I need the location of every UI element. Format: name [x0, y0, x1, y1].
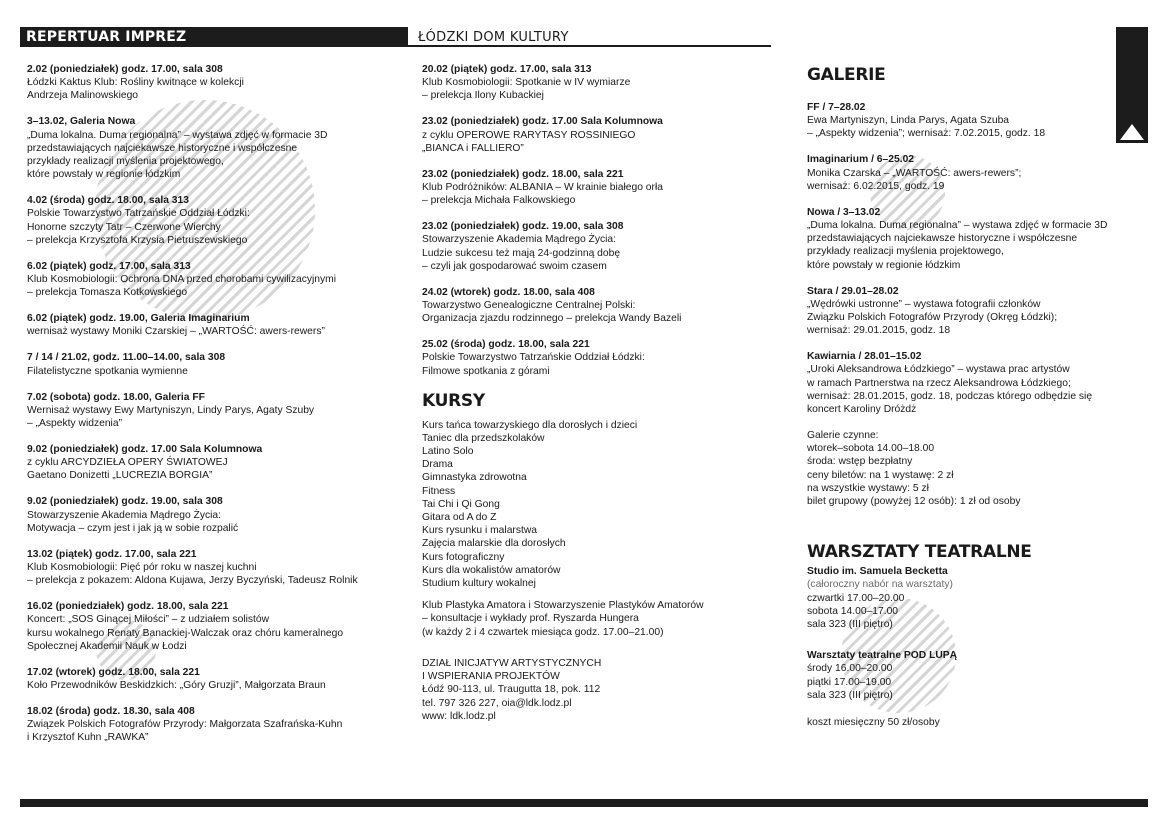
col1-event [27, 115, 387, 181]
contact-block [422, 657, 772, 723]
col1-event-head: 6.02 (piątek) godz. 19.00, Galeria Imaginarium [27, 313, 250, 325]
col1-event [27, 312, 387, 338]
contact-line: tel. 797 326 227, oia@ldk.lodz.pl [422, 697, 572, 709]
kurs-item: Drama [422, 459, 453, 471]
warsztaty-title: WARSZTATY TEATRALNE [807, 542, 1032, 563]
kurs-item: Gimnastyka zdrowotna [422, 472, 527, 484]
gallery-event [807, 153, 1137, 193]
col1-event-line: Związek Polskich Fotografów Przyrody: Małgorzata Szafrańska-Kuhn [27, 719, 343, 731]
col1-event-line: – „Aspekty widzenia” [27, 418, 122, 430]
col1-event-line: – prelekcja Tomasza Kotkowskiego [27, 287, 188, 299]
gallery-event-line: „Uroki Aleksandrowa Łódzkiego” – wystawa prac artystów [807, 364, 1070, 376]
galerie-title: GALERIE [807, 65, 886, 85]
col2-event-head: 23.02 (poniedziałek) godz. 19.00, sala 308 [422, 221, 624, 233]
col1-event-head: 2.02 (poniedziałek) godz. 17.00, sala 308 [27, 64, 223, 75]
col1-event [27, 63, 387, 103]
gallery-event-line: wernisaż: 29.01.2015, godz. 18 [807, 325, 951, 337]
col2-event [422, 168, 772, 208]
events-list-2 [422, 63, 772, 378]
gallery-event-line: przykłady realizacji myślenia projektowego, [807, 246, 1004, 258]
col2-event [422, 63, 772, 103]
studio-note: (całoroczny nabór na warsztaty) [807, 579, 953, 591]
col2-event-line: z cyklu OPEROWE RARYTASY ROSSINIEGO [422, 129, 636, 141]
col1-event-head: 9.02 (poniedziałek) godz. 17.00 Sala Kolumnowa [27, 444, 263, 456]
col1-event-head: 6.02 (piątek) godz. 17.00, sala 313 [27, 260, 191, 272]
header-right-title: ŁÓDZKI DOM KULTURY [418, 30, 569, 45]
gallery-event [807, 285, 1137, 338]
header-bar [20, 27, 1148, 47]
studio-line: sobota 14.00–17.00 [807, 605, 899, 617]
col2-event-head: 23.02 (poniedziałek) godz. 18.00, sala 221 [422, 168, 624, 180]
col1-event-line: Społecznej Akademii Nauk w Łodzi [27, 640, 187, 652]
col1-event-line: – prelekcja z pokazem: Aldona Kujawa, Jerzy Byczyński, Tadeusz Rolnik [27, 575, 358, 587]
col2-event-line: Ludzie sukcesu też mają 24-godzinną dobę [422, 247, 621, 259]
col1-event-head: 4.02 (środa) godz. 18.00, sala 313 [27, 195, 189, 207]
galleries-list [807, 101, 1137, 416]
col1-event-head: 9.02 (poniedziałek) godz. 19.00, sala 308 [27, 496, 223, 508]
plastyka-line: – konsultacje i wykłady prof. Ryszarda Hungera [422, 613, 639, 625]
col1-event-head: 13.02 (piątek) godz. 17.00, sala 221 [27, 548, 197, 560]
lupa-line: środy 16.00–20.00 [807, 663, 893, 675]
header-left-block [20, 27, 408, 47]
gallery-event [807, 350, 1137, 416]
col2-event-line: Towarzystwo Genealogiczne Centralnej Polski: [422, 300, 636, 312]
col1-event-head: 18.02 (środa) godz. 18.30, sala 408 [27, 706, 195, 718]
col1-event-head: 7 / 14 / 21.02, godz. 11.00–14.00, sala 308 [27, 352, 226, 364]
gallery-hours-block [807, 429, 1137, 508]
gallery-event-line: koncert Karoliny Dróżdż [807, 404, 917, 416]
col1-event-line: – prelekcja Krzysztofa Krzysia Pietruszewskiego [27, 234, 248, 246]
studio-line: czwartki 17.00–20.00 [807, 592, 905, 604]
col1-event-line: z cyklu ARCYDZIEŁA OPERY ŚWIATOWEJ [27, 457, 228, 469]
col2-event-head: 20.02 (piątek) godz. 17.00, sala 313 [422, 64, 592, 75]
col1-event [27, 194, 387, 247]
gallery-event-head: FF / 7–28.02 [807, 102, 866, 113]
gallery-event-line: które powstały w regionie łódzkim [807, 259, 961, 271]
col1-event-head: 3–13.02, Galeria Nowa [27, 116, 136, 128]
gallery-event-line: Monika Czarska – „WARTOŚĆ: awers-rewers”; [807, 167, 1022, 179]
kurs-item: Tai Chi i Qi Gong [422, 498, 500, 510]
col2-event-head: 25.02 (środa) godz. 18.00, sala 221 [422, 339, 590, 351]
col2-event [422, 220, 772, 273]
hours-line: ceny biletów: na 1 wystawę: 2 zł [807, 469, 954, 481]
col1-event [27, 495, 387, 535]
lupa-lines [807, 662, 1137, 702]
studio-line: sala 323 (III piętro) [807, 619, 893, 631]
col1-event [27, 600, 387, 653]
col2-event-line: Organizacja zjazdu rodzinnego – prelekcja Wandy Bazeli [422, 313, 682, 325]
col1-event-head: 7.02 (sobota) godz. 18.00, Galeria FF [27, 391, 205, 403]
contact-line: Łódź 90-113, ul. Traugutta 18, pok. 112 [422, 684, 601, 696]
col2-event-line: – prelekcja Michała Falkowskiego [422, 195, 576, 207]
kurs-item: Kurs dla wokalistów amatorów [422, 564, 561, 576]
gallery-event-line: przedstawiających najciekawsze historyczne i współczesne [807, 233, 1078, 245]
col2-event-line: – prelekcja Ilony Kubackiej [422, 90, 544, 102]
col1-event-line: przykłady realizacji myślenia projektowego, [27, 156, 224, 168]
col1-event-line: Honorne szczyty Tatr – Czerwone Wierchy [27, 221, 221, 233]
col2-event-line: „BIANCA i FALLIERO” [422, 142, 524, 154]
gallery-event [807, 101, 1137, 141]
col1-event-line: przedstawiających najciekawsze historyczne i współczesne [27, 142, 298, 154]
col1-event-line: Łódzki Kaktus Klub: Rośliny kwitnące w kolekcji [27, 77, 244, 89]
gallery-event [807, 206, 1137, 272]
column-galleries [807, 63, 1137, 729]
col1-event [27, 351, 387, 377]
studio-lines [807, 592, 1137, 632]
gallery-event-head: Kawiarnia / 28.01–15.02 [807, 351, 922, 363]
gallery-event-line: wernisaż: 28.01.2015, godz. 18, podczas którego odbędzie się [807, 390, 1093, 402]
contact-line: I WSPIERANIA PROJEKTÓW [422, 671, 560, 683]
col2-event-line: Klub Kosmobiologii: Spotkanie w IV wymiarze [422, 77, 631, 89]
gallery-event-line: wernisaż: 6.02.2015, godz. 19 [807, 180, 945, 192]
kurs-item: Studium kultury wokalnej [422, 578, 536, 590]
col1-event [27, 443, 387, 483]
gallery-event-line: – „Aspekty widzenia”; wernisaż: 7.02.2015, godz. 18 [807, 128, 1046, 140]
col1-event-head: 17.02 (wtorek) godz. 18.00, sala 221 [27, 666, 200, 678]
plastyka-line: Klub Plastyka Amatora i Stowarzyszenie Plastyków Amatorów [422, 600, 704, 612]
col1-event [27, 260, 387, 300]
col1-event-line: Stowarzyszenie Akademia Mądrego Życia: [27, 509, 222, 521]
col1-event-line: Filatelistyczne spotkania wymienne [27, 365, 188, 377]
col1-event-line: wernisaż wystawy Moniki Czarskiej – „WARTOŚĆ: awers-rewers” [27, 326, 325, 338]
gallery-event-line: „Wędrówki ustronne” – wystawa fotografii członków [807, 298, 1041, 310]
plastyka-line: (w każdy 2 i 4 czwartek miesiąca godz. 17.00–21.00) [422, 626, 664, 638]
kurs-item: Kurs tańca towarzyskiego dla dorosłych i dzieci [422, 419, 638, 431]
header-rule [408, 45, 771, 47]
hours-line: bilet grupowy (powyżej 12 osób): 1 zł od osoby [807, 496, 1021, 508]
plastyka-block [422, 599, 772, 639]
col2-event-line: Stowarzyszenie Akademia Mądrego Życia: [422, 234, 617, 246]
workshop-cost: koszt miesięczny 50 zł/osoby [807, 717, 940, 729]
col2-event-line: – czyli jak gospodarować swoim czasem [422, 260, 607, 272]
col1-event-line: Koło Przewodników Beskidzkich: „Góry Gruzji”, Małgorzata Braun [27, 680, 326, 692]
header-left-title: REPERTUAR IMPREZ [26, 29, 187, 45]
col1-event-line: Klub Kosmobiologii: Ochrona DNA przed chorobami cywilizacyjnymi [27, 274, 337, 286]
col1-event-line: Polskie Towarzystwo Tatrzańskie Oddział Łódzki: [27, 208, 250, 220]
lupa-line: piątki 17.00–19.00 [807, 676, 892, 688]
kursy-list [422, 419, 772, 591]
col2-event [422, 115, 772, 155]
kurs-item: Zajęcia malarskie dla dorosłych [422, 538, 566, 550]
col1-event-line: „Duma lokalna. Duma regionalna” – wystawa zdjęć w formacie 3D [27, 129, 328, 141]
gallery-event-line: Ewa Martyniszyn, Linda Parys, Agata Szuba [807, 115, 1010, 127]
col2-event [422, 286, 772, 326]
kurs-item: Latino Solo [422, 446, 474, 458]
col2-event-line: Klub Podróżników: ALBANIA – W krainie białego orła [422, 182, 663, 194]
col2-event-head: 24.02 (wtorek) godz. 18.00, sala 408 [422, 286, 595, 298]
col1-event-line: Motywacja – czym jest i jak ją w sobie rozpalić [27, 522, 239, 534]
col1-event-line: i Krzysztof Kuhn „RAWKA” [27, 732, 149, 744]
lupa-line: sala 323 (III piętro) [807, 689, 893, 701]
footer-bar [20, 799, 1148, 807]
column-events-2 [422, 63, 772, 723]
hours-line: środa: wstęp bezpłatny [807, 456, 913, 468]
gallery-event-line: „Duma lokalna. Duma regionalna” – wystawa zdjęć w formacie 3D [807, 220, 1108, 232]
col2-event-line: Filmowe spotkania z górami [422, 365, 550, 377]
kurs-item: Taniec dla przedszkolaków [422, 432, 545, 444]
kurs-item: Gitara od A do Z [422, 512, 497, 524]
col1-event-line: Klub Kosmobiologii: Pięć pór roku w naszej kuchni [27, 562, 257, 574]
studio-head: Studio im. Samuela Becketta [807, 566, 948, 578]
col1-event-line: które powstały w regionie łódzkim [27, 169, 181, 181]
col1-event-line: Koncert: „SOS Ginącej Miłości” – z udziałem solistów [27, 614, 270, 626]
kursy-title: KURSY [422, 390, 485, 411]
gallery-event-head: Stara / 29.01–28.02 [807, 285, 899, 297]
col1-event-line: Andrzeja Malinowskiego [27, 90, 139, 102]
col1-event [27, 666, 387, 692]
gallery-event-head: Imaginarium / 6–25.02 [807, 154, 915, 166]
col1-event-line: kursu wokalnego Renaty Banackiej-Walczak oraz chóru kameralnego [27, 627, 344, 639]
col1-event-line: Wernisaż wystawy Ewy Martyniszyn, Lindy Parys, Agaty Szuby [27, 404, 315, 416]
col1-event [27, 391, 387, 431]
lupa-head: Warsztaty teatralne POD LUPĄ [807, 650, 958, 662]
hours-line: wtorek–sobota 14.00–18.00 [807, 443, 935, 455]
hours-line: na wszystkie wystawy: 5 zł [807, 482, 929, 494]
kurs-item: Fitness [422, 485, 456, 497]
hours-line: Galerie czynne: [807, 430, 879, 442]
contact-line: DZIAŁ INICJATYW ARTYSTYCZNYCH [422, 657, 602, 669]
gallery-event-line: w ramach Partnerstwa na rzecz Aleksandrowa Łódzkiego; [807, 377, 1071, 389]
column-events-1 [27, 63, 387, 757]
kurs-item: Kurs fotograficzny [422, 551, 505, 563]
kurs-item: Kurs rysunku i malarstwa [422, 525, 538, 537]
col1-event [27, 705, 387, 745]
col1-event [27, 548, 387, 588]
contact-line: www: ldk.lodz.pl [422, 710, 496, 722]
col1-event-line: Gaetano Donizetti „LUCREZIA BORGIA” [27, 470, 213, 482]
col2-event-line: Polskie Towarzystwo Tatrzańskie Oddział Łódzki: [422, 352, 645, 364]
col2-event [422, 338, 772, 378]
gallery-event-line: Związku Polskich Fotografów Przyrody (Okręg Łódzki); [807, 312, 1058, 324]
col2-event-head: 23.02 (poniedziałek) godz. 17.00 Sala Kolumnowa [422, 116, 663, 128]
col1-event-head: 16.02 (poniedziałek) godz. 18.00, sala 221 [27, 601, 229, 613]
gallery-event-head: Nowa / 3–13.02 [807, 206, 881, 218]
